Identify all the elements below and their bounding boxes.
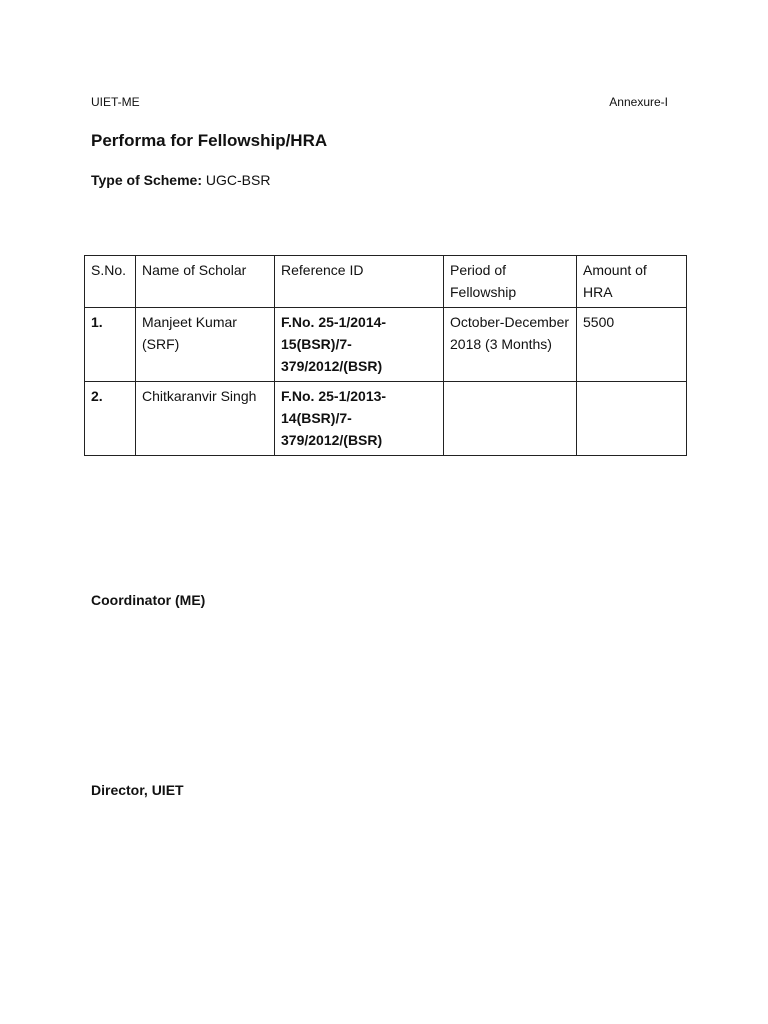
signature-coordinator: Coordinator (ME) — [91, 592, 206, 608]
header-cell-reference: Reference ID — [275, 256, 444, 308]
scheme-line — [91, 172, 270, 188]
cell-period: October-December 2018 (3 Months) — [444, 308, 577, 382]
page-title: Performa for Fellowship/HRA — [91, 131, 328, 150]
header-department: UIET-ME — [91, 95, 140, 109]
table-row — [85, 308, 687, 382]
header-cell-name: Name of Scholar — [136, 256, 275, 308]
cell-period — [444, 382, 577, 456]
header-annexure: Annexure-I — [609, 95, 668, 109]
header-cell-period: Period of Fellowship — [444, 256, 577, 308]
table-header-row — [85, 256, 687, 308]
cell-sno: 2. — [85, 382, 136, 456]
table-row — [85, 382, 687, 456]
signature-director: Director, UIET — [91, 782, 184, 798]
cell-name: Chitkaranvir Singh — [136, 382, 275, 456]
cell-name: Manjeet Kumar (SRF) — [136, 308, 275, 382]
scheme-value: UGC-BSR — [205, 172, 271, 188]
cell-amount: 5500 — [577, 308, 687, 382]
scheme-label: Type of Scheme: — [91, 172, 202, 188]
header-cell-sno: S.No. — [85, 256, 136, 308]
cell-sno: 1. — [85, 308, 136, 382]
header-cell-amount: Amount of HRA — [577, 256, 687, 308]
fellowship-table — [84, 255, 687, 456]
cell-reference: F.No. 25-1/2014-15(BSR)/7-379/2012/(BSR) — [275, 308, 444, 382]
cell-reference: F.No. 25-1/2013-14(BSR)/7-379/2012/(BSR) — [275, 382, 444, 456]
cell-amount — [577, 382, 687, 456]
